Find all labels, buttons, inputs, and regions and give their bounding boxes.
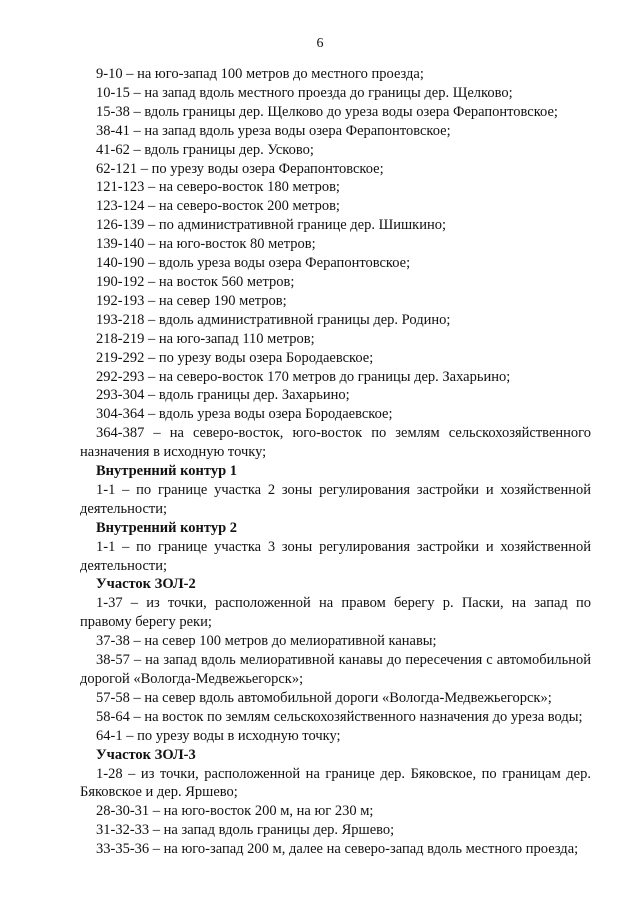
route-line: 9-10 – на юго-запад 100 метров до местного проезда; (96, 66, 424, 82)
route-paragraph: 1-28 – из точки, расположенной на границе дер. Бяковское, по границам дер. Бяковское и дер. Яршево; (80, 765, 591, 801)
route-paragraph: 37-38 – на север 100 метров до мелиоративной канавы; (96, 633, 437, 650)
route-line: 293-304 – вдоль границы дер. Захарьино; (96, 387, 350, 404)
route-paragraph: 364-387 – на северо-восток, юго-восток по землям сельскохозяйственного назначения в исходную точку; (80, 425, 591, 461)
route-line: 121-123 – на северо-восток 180 метров; (96, 179, 340, 196)
document-body (80, 65, 591, 859)
route-line: 126-139 – по административной границе дер. Шишкино; (96, 217, 447, 234)
route-line: 41-62 – вдоль границы дер. Усково; (96, 141, 314, 158)
route-line: 193-218 – вдоль административной границы дер. Родино; (96, 311, 451, 328)
route-line: 304-364 – вдоль уреза воды озера Бородаевское; (96, 406, 393, 423)
section-heading-inner-contour-1: Внутренний контур 1 (96, 463, 238, 480)
route-paragraph: 38-57 – на запад вдоль мелиоративной канавы до пересечения с автомобильной дорогой «Вологда-Медвежьегорск»; (80, 652, 591, 687)
route-paragraph: 33-35-36 – на юго-запад 200 м, далее на северо-запад вдоль местного проезда; (96, 841, 579, 858)
route-line: 62-121 – по урезу воды озера Ферапонтовское; (96, 160, 384, 177)
route-paragraph: 64-1 – по урезу воды в исходную точку; (96, 727, 341, 744)
route-line: 219-292 – по урезу воды озера Бородаевское; (96, 349, 374, 366)
route-paragraph: 31-32-33 – на запад вдоль границы дер. Яршево; (96, 822, 395, 839)
route-paragraph: 1-37 – из точки, расположенной на правом берегу р. Паски, на запад по правому берегу реки; (80, 595, 591, 631)
route-line: 140-190 – вдоль уреза воды озера Ферапонтовское; (96, 255, 411, 272)
section-heading-zol-3: Участок ЗОЛ-3 (96, 746, 196, 763)
route-line: 38-41 – на запад вдоль уреза воды озера Ферапонтовское; (96, 122, 451, 139)
section-heading-inner-contour-2: Внутренний контур 2 (96, 519, 238, 536)
page-number: 6 (316, 36, 324, 51)
route-paragraph: 1-1 – по границе участка 2 зоны регулирования застройки и хозяйственной деятельности; (80, 481, 591, 517)
route-line: 190-192 – на восток 560 метров; (96, 273, 295, 290)
route-line: 15-38 – вдоль границы дер. Щелково до уреза воды озера Ферапонтовское; (96, 103, 558, 120)
route-paragraph: 58-64 – на восток по землям сельскохозяйственного назначения до уреза воды; (96, 708, 583, 725)
route-line: 292-293 – на северо-восток 170 метров до границы дер. Захарьино; (96, 368, 511, 385)
route-paragraph: 28-30-31 – на юго-восток 200 м, на юг 230 м; (96, 803, 374, 820)
route-line: 10-15 – на запад вдоль местного проезда до границы дер. Щелково; (96, 84, 513, 101)
section-heading-zol-2: Участок ЗОЛ-2 (96, 576, 196, 593)
route-paragraph: 1-1 – по границе участка 3 зоны регулирования застройки и хозяйственной деятельности; (80, 538, 591, 574)
route-paragraph: 57-58 – на север вдоль автомобильной дороги «Вологда-Медвежьегорск»; (96, 689, 552, 706)
route-line: 192-193 – на север 190 метров; (96, 292, 287, 309)
route-line: 218-219 – на юго-запад 110 метров; (96, 330, 315, 347)
route-line: 123-124 – на северо-восток 200 метров; (96, 198, 340, 215)
route-line: 139-140 – на юго-восток 80 метров; (96, 236, 316, 253)
